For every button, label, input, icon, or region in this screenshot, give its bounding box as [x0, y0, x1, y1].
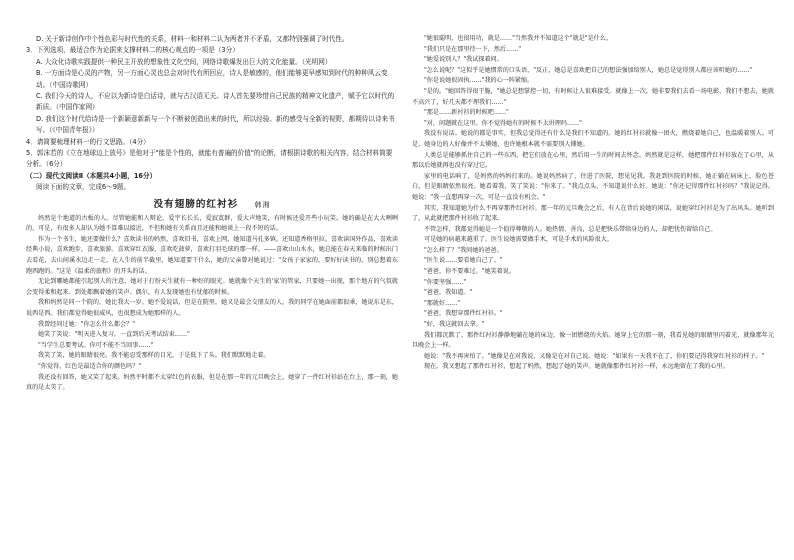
- essay-paragraph: 无论到哪她都能引起别人的注意，她对于打扮天生就有一种好的眼光。她就像个天生的'家'的管家，只要她一出现，那个地方的气氛就会变得柔和起来。到处都飘着她的笑声。偶尔，有人发现她也有忧郁的时候。: [26, 278, 398, 296]
- essay-author: 韩湘: [254, 200, 271, 209]
- essay-paragraph: 我曾经问过她："你怎么什么都会？": [38, 320, 136, 328]
- question-3: 3．下列选项，最适合作为论据来支撑材料二的核心观点的一项是（3分）: [26, 46, 239, 55]
- essay-paragraph: 我没有说话。她说的都是事实，但我总觉得还有什么是我们不知道的。她的红衬衫就像一团火，燃烧着她自己，也温暖着别人。可是，她身边的人好像并不太懂她，也许她根本就不需要别人懂她。: [412, 130, 774, 148]
- essay-paragraph: "那就好……": [424, 299, 461, 307]
- option-3a: A. 大众化诗歌实践提供一种民主开放的想象性文化空间，网络诗歌爆发出巨大的文化能量。（光明网）: [36, 57, 332, 66]
- question-4: 4．请简要梳理材料一的行文思路。（4分）: [26, 137, 150, 146]
- essay-paragraph: 其实，我知道她为什么不再穿那件红衬衫。那一年的元旦晚会之后，有人在背后说她的闲话，说她穿红衬衫是为了出风头。她听到了，从此就把那件衬衫收了起来。: [412, 204, 774, 223]
- essay-paragraph: "怎么说呢？"这似乎是她惯常的口头语，"反正，她总是喜欢把自己的想法强加给别人，她总是觉得别人都应该听她的……": [424, 66, 753, 74]
- essay-paragraph: 家里的电话响了，是妈然的妈妈打来的。她说妈然病了，住进了医院，想见见我。我赶到医院的时候，她正躺在病床上，脸色苍白，但是眼睛依然很亮。她看着我，笑了笑说："你来了。"我点点头，不知道说什么好。她说："你还记得那件红衬衫吗？"我说记得。她说："我一直想再穿一次，可是一直没有机会。": [412, 172, 774, 201]
- reading-instruction: 阅读下面的文章，完成6～9题。: [36, 183, 131, 192]
- essay-paragraph: 人类总是能够抓住自己的一些东西，把它们放在心里，然后用一生的时间去怀念。妈然就是这样，她把那件红衬衫放在了心里，从那以后她就再也没有穿过它。: [412, 151, 774, 170]
- essay-paragraph: "对，问题就在这里。你不觉得她有的时候不太讲理吗……": [424, 119, 582, 127]
- essay-paragraph: 现在，我又想起了那件红衬衫，想起了妈然，想起了她的笑声。她就像那件红衬衫一样，永远地留在了我的心里。: [424, 363, 729, 371]
- essay-paragraph: "是的。"她回答得很干脆，"她总是想掌控一切，有时候让人很难接受。就像上一次，她非要我们去看一场电影，我们不想去，她就不高兴了，好几天都不理我们……": [412, 87, 774, 106]
- option-3b: B. 一方面诗是心灵的产物，另一方面心灵也总会对时代有所回应，诗人是敏感的，他们能够更早感知到时代的种种风云变动。（中国诗歌网）: [36, 69, 388, 89]
- essay-paragraph: "怎么样了？"我问她的爸爸。: [424, 246, 503, 254]
- essay-paragraph: 可是她的病越来越重了。医生说她需要做手术，可是手术的风险很大。: [424, 236, 613, 244]
- option-3c: C. 我们今天的诗人，不应以为新诗是白话诗，就与古汉语无关。诗人首先要珍惜自己民族的精神文化遗产，赋予它以时代的新质。（中国作家网）: [36, 92, 395, 112]
- essay-paragraph: "爸爸，我知道。": [424, 289, 473, 297]
- essay-title-text: 没有翅膀的红衬衫: [153, 198, 239, 210]
- option-d-question-2: D. 关于新诗创作中个性色彩与时代性的关系，材料一和材料二认为两者并不矛盾，又都特别强调了时代性。: [36, 35, 349, 43]
- essay-paragraph: "你觉得，红色是最适合你的颜色吗？": [38, 363, 142, 370]
- essay-paragraph: 我还没有回答，她又笑了起来。妈然平时都不太穿红色的衣服，但是在那一年的元旦晚会上，她穿了一件红衬衫站在台上，那一刻，她真的是太美了。: [26, 373, 398, 392]
- essay-paragraph: 她说："我不再害怕了。"她像是在对我说，又像是在对自己说。她说："如果有一天我不在了，你们要记得我穿红衬衫的样子。": [424, 352, 765, 360]
- essay-paragraph: "我们只是在那里待一下，然后……": [424, 45, 522, 53]
- section-heading: （二）现代文阅读Ⅱ（本题共4小题，16分）: [26, 171, 157, 180]
- essay-paragraph: "那是……新衬衫的时候吧……": [424, 109, 509, 117]
- essay-paragraph: "医生说……要看她自己了。": [424, 257, 503, 265]
- left-column: [26, 34, 398, 554]
- essay-paragraph: "她很聪明，也很用功，就是……"当然我并不知道这个"就是"是什么。: [424, 35, 612, 42]
- essay-title: [26, 197, 398, 213]
- essay-paragraph: "当学生总要考试。你可不能不当回事……": [38, 341, 154, 349]
- essay-paragraph: 不管怎样，我都觉得她是一个值得尊敬的人。她热情、善良，总是把快乐带给身边的人，却把忧伤留给自己。: [424, 225, 717, 233]
- question-5: 5．郭沫若的《立在地球边上放号》是他对于"能是个性的，就能有普遍的价值"的论断，请根据诗歌的相关内容，结合材料简要分析。（6分）: [26, 149, 393, 169]
- essay-paragraph: "好，我这就回去拿。": [424, 321, 485, 329]
- essay-paragraph: "爸爸，我想穿那件红衬衫。": [424, 310, 503, 318]
- essay-paragraph: 我笑了笑，她的眼睛很亮。我不能忍受那样的目光，于是低下了头。我们默默地走着。: [38, 352, 270, 360]
- option-3d: D. 我们这个时代给诗是一个新颖意新新与一个不断被创造出来的时代，所以经验、新的感受与全新的视野，都期待以诗来书写。（《中国青年报》）: [36, 114, 395, 135]
- essay-paragraph: 作为一个书生，她还要做什么？喜欢读书的妈然，喜欢旧书，喜欢上网，她知道马孔多镇，还知道香格里拉。喜欢读国外作品，喜欢读经典小说，喜欢跑步，喜欢旅游。喜欢穿红衣服，喜欢吃菠萝，喜欢打羽毛球的那一样。——喜欢山山水水，她总能在春天来临的时候出门去看花，去山间溪水边走一走。在人生的前半截里，她知道要干什么，她的父亲曾对她说过："女孩子家家的，要好好读书的，别总想着东跑西跑的。"这是《温柔的旅程》的开头的话。: [26, 235, 398, 275]
- essay-paragraph: 她笑了笑说："明天进入复习，一直到后天考试结束……": [38, 331, 190, 339]
- right-column: [412, 34, 774, 554]
- essay-paragraph: 我和妈然是同一个院的，她比我大一岁。她不爱说话，但是在院里，她又是最会交朋友的人。我的同学在她面前都很乖，她说东是东，说西是西。我们都觉得她很威风，也很想成为她那样的人。: [26, 299, 398, 318]
- essay-paragraph: 我们都沉默了。那件红衬衫静静地躺在她的床边，像一团燃烧的火焰。她穿上它的那一刻，我看见她的眼睛里闪着光，就像那年元旦晚会上一样。: [412, 331, 774, 350]
- essay-paragraph: "爸爸，你不要难过。"她笑着说。: [424, 268, 515, 276]
- essay-paragraph: 妈然是个地道的古板的人。尽管她能和人辩论，爱宇长长长，爱寂寞群，爱大声地笑，有时候还爱开些小玩笑。她的确是在大大咧咧的，可是，有很多人却认为她不算难以接近，不但和她有关系而且还能和她谈上一段不短的话。: [26, 214, 398, 233]
- essay-paragraph: "她爱说别人？"我试探着问。: [424, 56, 503, 64]
- essay-paragraph: "你是说她很固执……"我的心一阵紧缩。: [424, 77, 534, 85]
- essay-paragraph: "你要坚强……": [424, 278, 467, 286]
